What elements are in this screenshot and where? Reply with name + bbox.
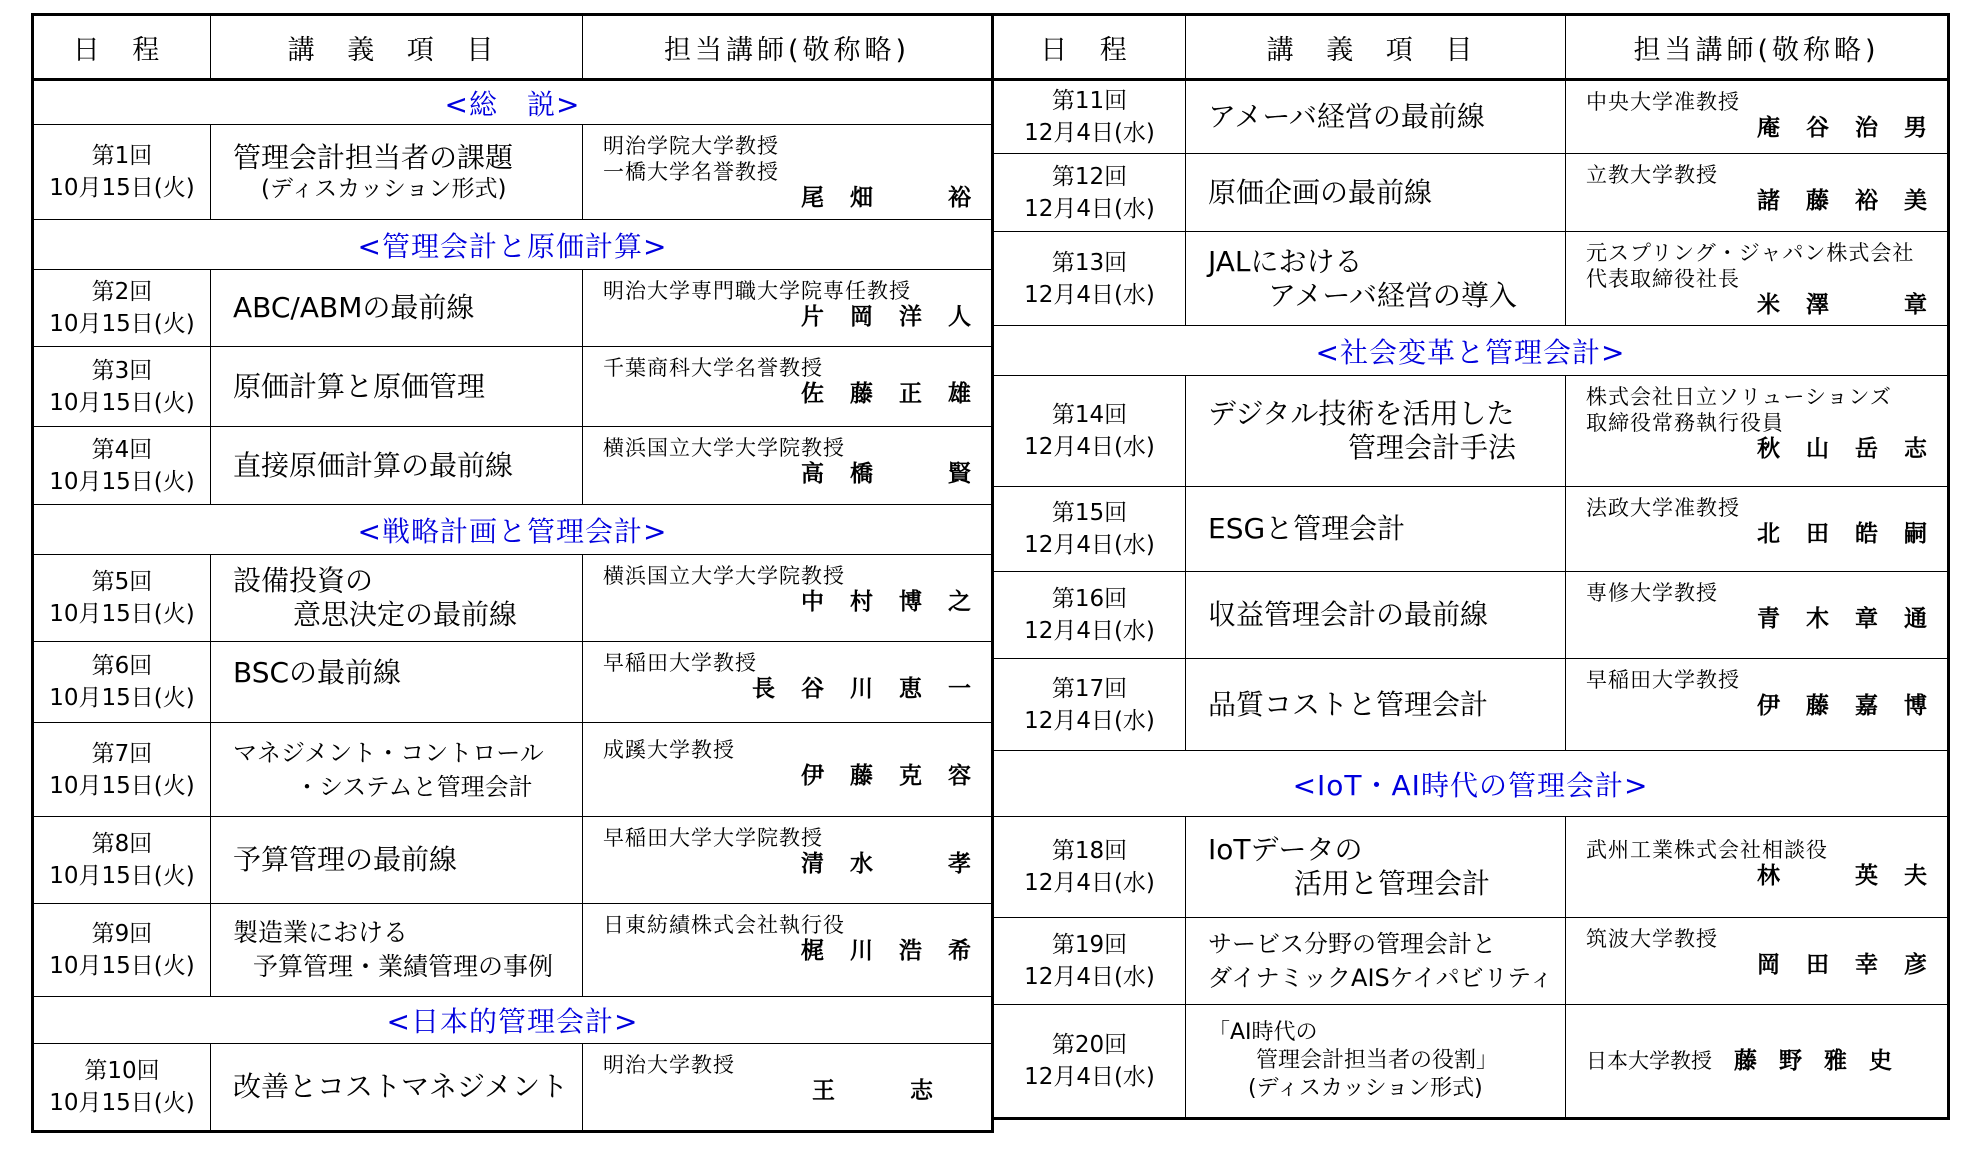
lecture-cell [1186, 232, 1566, 326]
table-row [33, 125, 993, 220]
instructor-cell [1566, 487, 1953, 572]
header-instructor: 担当講師(敬称略) [1566, 15, 1949, 80]
instructor-cell [583, 347, 997, 427]
table-row [33, 555, 993, 642]
header-schedule: 日 程 [993, 15, 1186, 80]
session-number: 第6回 [91, 653, 153, 679]
instructor-name: 青木章通 [1757, 606, 1953, 632]
instructor-affiliation: 成蹊大学教授 [603, 738, 735, 762]
lecture-cell [211, 427, 583, 505]
session-date: 12月4日(水) [1024, 434, 1155, 460]
instructor-name: 伊藤嘉博 [1757, 693, 1953, 719]
instructor-affiliation: 元スプリング・ジャパン株式会社 [1586, 241, 1915, 265]
instructor-name: 秋山岳志 [1757, 436, 1953, 462]
session-date-cell [993, 918, 1186, 1005]
table-row [993, 80, 1949, 154]
schedule-table-left [31, 13, 997, 1133]
section-iot: <IoT・AI時代の管理会計> [993, 751, 1949, 817]
table-row [33, 347, 993, 427]
instructor-name: 中村博之 [801, 589, 997, 615]
instructor-name: 北田皓嗣 [1757, 521, 1953, 547]
session-date-cell [33, 555, 211, 642]
section-row [33, 80, 993, 125]
lecture-title-2: 管理会計担当者の役割」 [1256, 1048, 1499, 1073]
instructor-cell [583, 555, 997, 642]
instructor-affiliation: 専修大学教授 [1586, 581, 1718, 605]
session-date: 10月15日(火) [49, 863, 195, 889]
lecture-title-2: ダイナミックAISケイパビリティ [1208, 964, 1554, 992]
section-social: <社会変革と管理会計> [993, 326, 1949, 376]
lecture-title: マネジメント・コントロール [233, 738, 544, 767]
instructor-cell [1566, 918, 1953, 1005]
section-row [993, 751, 1949, 817]
session-date-cell [33, 904, 211, 997]
table-row [33, 270, 993, 347]
instructor-name: 伊藤克容 [801, 763, 997, 789]
table-row [993, 1005, 1949, 1119]
table-row [993, 918, 1949, 1005]
lecture-cell [211, 1044, 583, 1132]
lecture-cell [1186, 659, 1566, 751]
lecture-cell [1186, 817, 1566, 918]
lecture-title: 設備投資の [233, 564, 374, 597]
lecture-title: デジタル技術を活用した [1208, 397, 1515, 430]
session-date-cell [993, 817, 1186, 918]
left-table [31, 13, 997, 1133]
session-date-cell [993, 80, 1186, 154]
session-number: 第16回 [1051, 586, 1128, 612]
session-date-cell [993, 376, 1186, 487]
table-row [993, 817, 1949, 918]
instructor-name: 梶川浩希 [801, 938, 997, 964]
table-row [33, 642, 993, 723]
session-date: 12月4日(水) [1024, 870, 1155, 896]
session-date-cell [993, 1005, 1186, 1119]
session-number: 第4回 [91, 436, 153, 463]
instructor-cell [583, 1044, 993, 1132]
lecture-title: アメーバ経営の最前線 [1208, 100, 1485, 133]
lecture-subtitle: (ディスカッション形式) [261, 176, 507, 202]
instructor-cell [1566, 659, 1953, 751]
section-row [33, 505, 993, 555]
lecture-title: 製造業における [233, 918, 409, 947]
table-row [33, 1044, 993, 1132]
table-row [993, 487, 1949, 572]
instructor-affiliation: 明治大学専門職大学院専任教授 [603, 279, 911, 303]
header-lecture: 講 義 項 目 [211, 15, 583, 80]
lecture-title: BSCの最前線 [233, 656, 402, 689]
instructor-name: 清水 孝 [801, 851, 997, 877]
instructor-cell [583, 125, 997, 220]
instructor-cell [1566, 80, 1953, 154]
instructor-affiliation: 立教大学教授 [1586, 163, 1718, 187]
lecture-title: 予算管理の最前線 [233, 843, 458, 876]
session-date: 10月15日(火) [49, 311, 195, 337]
instructor-affiliation: 明治学院大学教授 [603, 134, 779, 158]
table-row [33, 817, 993, 904]
instructor-affiliation-2: 一橋大学名誉教授 [603, 160, 779, 184]
instructor-cell [1566, 817, 1953, 918]
session-number: 第14回 [1051, 402, 1128, 428]
session-date-cell [33, 125, 211, 220]
table-row [33, 723, 993, 817]
instructor-cell [583, 642, 997, 723]
session-date-cell [33, 817, 211, 904]
lecture-cell [211, 904, 583, 997]
lecture-cell [211, 347, 583, 427]
header-row [993, 15, 1949, 80]
lecture-title: 収益管理会計の最前線 [1208, 598, 1489, 631]
session-number: 第2回 [91, 279, 153, 305]
lecture-subtitle: (ディスカッション形式) [1248, 1076, 1483, 1101]
session-date-cell [993, 572, 1186, 659]
lecture-cell [211, 642, 583, 723]
section-general: <総 説> [33, 80, 993, 125]
session-date-cell [33, 723, 211, 817]
session-number: 第5回 [91, 569, 153, 595]
instructor-name: 片岡洋人 [801, 304, 997, 330]
session-date-cell [33, 1044, 211, 1132]
session-number: 第18回 [1051, 838, 1128, 864]
session-number: 第17回 [1051, 675, 1128, 702]
section-cost: <管理会計と原価計算> [33, 220, 993, 270]
instructor-name: 王 志 [812, 1078, 959, 1104]
instructor-name: 長谷川恵一 [752, 676, 997, 702]
session-number: 第10回 [84, 1058, 160, 1084]
lecture-cell [211, 817, 583, 904]
lecture-title: 「AI時代の [1208, 1020, 1318, 1045]
table-row [993, 376, 1949, 487]
session-date-cell [33, 642, 211, 723]
session-date: 12月4日(水) [1024, 195, 1155, 222]
instructor-cell [1566, 1005, 1949, 1119]
lecture-cell [211, 555, 583, 642]
instructor-name: 佐藤正雄 [801, 381, 997, 407]
session-date: 12月4日(水) [1024, 618, 1155, 644]
lecture-title-2: 活用と管理会計 [1294, 867, 1491, 900]
lecture-cell [211, 270, 583, 347]
table-row [33, 427, 993, 505]
instructor-affiliation: 早稲田大学大学院教授 [603, 826, 823, 850]
instructor-affiliation: 明治大学教授 [603, 1053, 735, 1077]
instructor-affiliation: 日東紡績株式会社執行役 [603, 913, 845, 937]
lecture-title: 原価企画の最前線 [1208, 175, 1433, 209]
session-number: 第12回 [1051, 163, 1128, 190]
lecture-title: 直接原価計算の最前線 [233, 448, 514, 482]
section-row [993, 326, 1949, 376]
instructor-name: 岡田幸彦 [1757, 952, 1953, 978]
table-row [993, 572, 1949, 659]
session-number: 第15回 [1051, 500, 1128, 526]
session-date: 12月4日(水) [1024, 281, 1155, 308]
instructor-cell [1566, 572, 1953, 659]
lecture-cell [1186, 572, 1566, 659]
lecture-title-2: 意思決定の最前線 [293, 598, 518, 631]
session-number: 第8回 [91, 831, 153, 857]
session-date: 10月15日(火) [49, 772, 195, 799]
session-number: 第19回 [1051, 932, 1128, 958]
lecture-cell [1186, 1005, 1566, 1119]
session-date-cell [993, 232, 1186, 326]
instructor-affiliation: 千葉商科大学名誉教授 [603, 356, 823, 380]
instructor-affiliation: 武州工業株式会社相談役 [1586, 838, 1828, 862]
session-date: 10月15日(火) [49, 1090, 195, 1116]
session-number: 第11回 [1051, 88, 1128, 114]
lecture-title: 原価計算と原価管理 [233, 369, 486, 403]
instructor-affiliation: 横浜国立大学大学院教授 [603, 564, 845, 588]
session-date: 12月4日(水) [1024, 1064, 1155, 1090]
instructor-name: 高橋 賢 [801, 461, 997, 487]
lecture-cell [1186, 918, 1566, 1005]
header-lecture: 講 義 項 目 [1186, 15, 1566, 80]
instructor-cell [583, 270, 997, 347]
instructor-affiliation-2: 代表取締役社長 [1586, 267, 1740, 291]
instructor-name: 諸藤裕美 [1757, 188, 1953, 214]
lecture-title: サービス分野の管理会計と [1208, 930, 1496, 958]
instructor-cell [1566, 376, 1953, 487]
session-number: 第7回 [91, 740, 153, 767]
instructor-cell [1566, 232, 1953, 326]
instructor-cell [583, 817, 997, 904]
session-date: 10月15日(火) [49, 468, 195, 495]
session-date: 12月4日(水) [1024, 964, 1155, 990]
session-date: 12月4日(水) [1024, 707, 1155, 734]
table-row [33, 904, 993, 997]
lecture-title: 改善とコストマネジメント [233, 1070, 569, 1103]
header-schedule: 日 程 [33, 15, 211, 80]
instructor-affiliation: 早稲田大学教授 [1586, 668, 1740, 692]
session-date-cell [33, 347, 211, 427]
table-row [993, 232, 1949, 326]
lecture-title: 管理会計担当者の課題 [233, 141, 514, 174]
instructor-cell [1566, 154, 1953, 232]
table-row [993, 659, 1949, 751]
instructor-affiliation: 株式会社日立ソリューションズ [1586, 385, 1892, 409]
instructor-affiliation: 中央大学准教授 [1586, 90, 1740, 114]
session-number: 第13回 [1051, 249, 1128, 276]
section-strategy: <戦略計画と管理会計> [33, 505, 993, 555]
instructor-name: 尾畑 裕 [801, 185, 997, 211]
lecture-title-2: 管理会計手法 [1348, 431, 1517, 464]
lecture-title-2: ・システムと管理会計 [295, 772, 533, 801]
session-date-cell [33, 270, 211, 347]
session-number: 第9回 [91, 921, 153, 947]
lecture-title-2: アメーバ経営の導入 [1268, 278, 1517, 312]
session-number: 第3回 [91, 357, 153, 384]
lecture-cell [1186, 487, 1566, 572]
lecture-cell [211, 125, 583, 220]
session-date-cell [993, 154, 1186, 232]
instructor-cell [583, 904, 997, 997]
instructor-affiliation: 筑波大学教授 [1586, 927, 1718, 951]
instructor-name: 庵谷治男 [1757, 115, 1953, 141]
instructor-affiliation: 早稲田大学教授 [603, 651, 757, 675]
lecture-title-2: 予算管理・業績管理の事例 [253, 952, 554, 981]
session-date: 12月4日(水) [1024, 120, 1155, 146]
table-row [993, 154, 1949, 232]
instructor-affiliation: 法政大学准教授 [1586, 496, 1740, 520]
instructor-name: 米澤 章 [1757, 292, 1953, 318]
lecture-cell [1186, 154, 1566, 232]
lecture-cell [1186, 80, 1566, 154]
header-instructor: 担当講師(敬称略) [583, 15, 993, 80]
session-date: 10月15日(火) [49, 601, 195, 627]
session-date-cell [993, 487, 1186, 572]
lecture-title: JALにおける [1208, 244, 1363, 278]
session-date: 10月15日(火) [49, 175, 195, 201]
session-date: 10月15日(火) [49, 685, 195, 711]
instructor-cell [583, 723, 997, 817]
lecture-title: ESGと管理会計 [1208, 512, 1406, 545]
session-date: 10月15日(火) [49, 953, 195, 979]
session-date: 12月4日(水) [1024, 532, 1155, 558]
instructor-cell [583, 427, 997, 505]
instructor-affiliation: 日本大学教授 [1586, 1049, 1712, 1073]
lecture-cell [211, 723, 583, 817]
section-row [33, 997, 993, 1044]
session-date-cell [993, 659, 1186, 751]
instructor-affiliation: 横浜国立大学大学院教授 [603, 436, 845, 460]
lecture-cell [1186, 376, 1566, 487]
session-date: 10月15日(火) [49, 389, 195, 416]
header-row [33, 15, 993, 80]
instructor-affiliation-2: 取締役常務執行役員 [1586, 411, 1784, 435]
section-japanese: <日本的管理会計> [33, 997, 993, 1044]
right-table [991, 13, 1953, 1120]
session-number: 第1回 [91, 143, 153, 169]
section-row [33, 220, 993, 270]
schedule-table-right [991, 13, 1953, 1120]
lecture-title: 品質コストと管理会計 [1208, 687, 1489, 721]
lecture-title: ABC/ABMの最前線 [233, 291, 475, 324]
instructor-name: 林 英夫 [1757, 863, 1953, 889]
session-date-cell [33, 427, 211, 505]
lecture-title: IoTデータの [1208, 833, 1363, 866]
instructor-name: 藤野雅史 [1734, 1048, 1914, 1074]
session-number: 第20回 [1051, 1032, 1128, 1058]
